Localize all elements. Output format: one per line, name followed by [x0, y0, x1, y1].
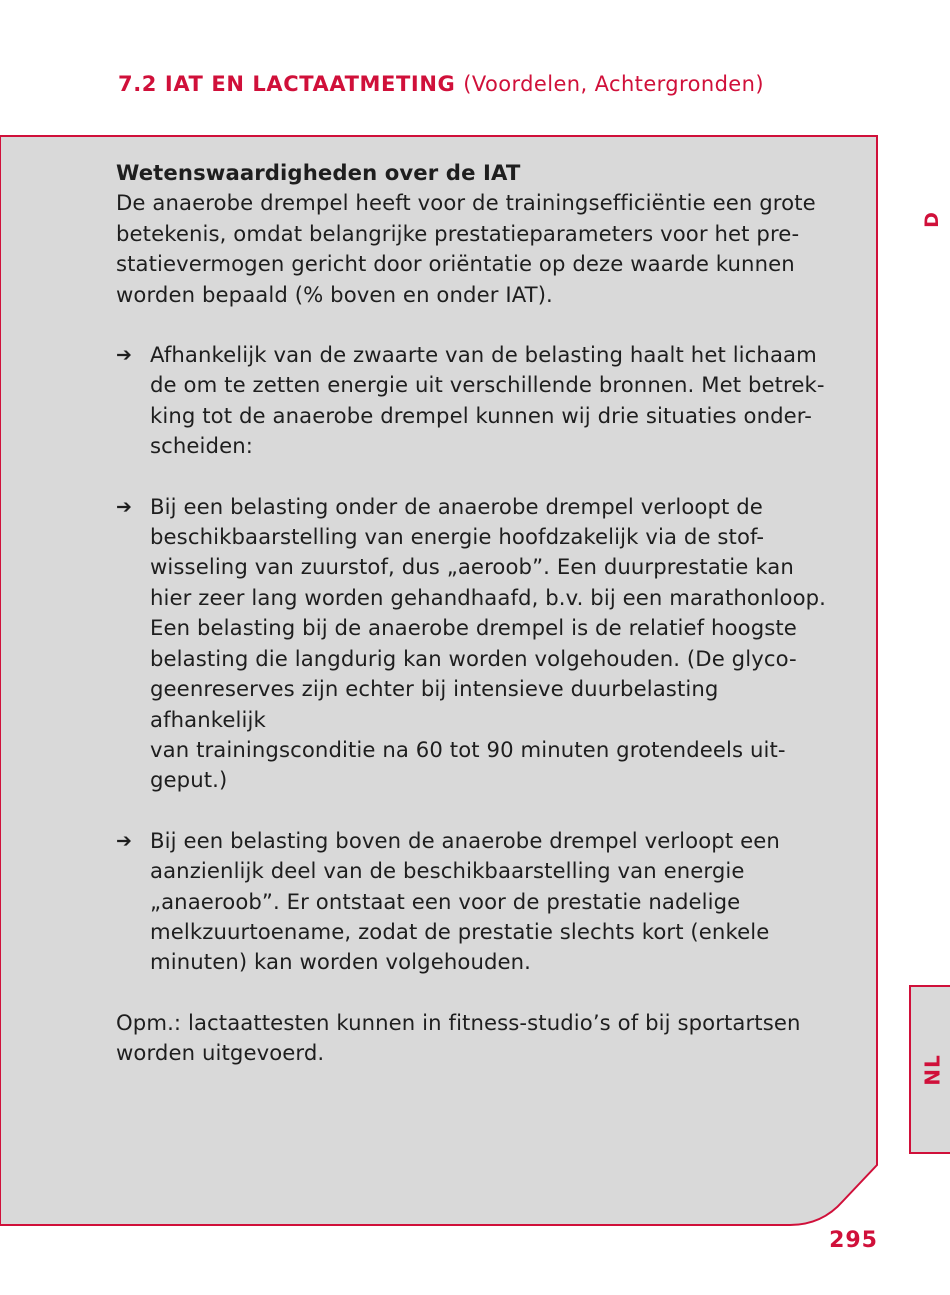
arrow-right-icon: ➔ [116, 344, 133, 367]
bullet-line: Afhankelijk van de zwaarte van de belasting haalt het lichaam [150, 342, 817, 368]
bullet-line: aanzienlijk deel van de beschikbaarstelling van energie [150, 858, 745, 884]
bullet-line: hier zeer lang worden gehandhaafd, b.v. bij een marathonloop. [150, 584, 827, 610]
bullet-line: „anaeroob”. Er ontstaat een voor de prestatie nadelige [150, 888, 741, 914]
bullet-line: belasting die langdurig kan worden volgehouden. (De glyco- [150, 645, 797, 671]
bullet-item-3 [116, 826, 836, 978]
bullet-line: scheiden: [150, 433, 253, 459]
intro-line: worden bepaald (% boven en onder IAT). [116, 281, 553, 307]
section-title-main: 7.2 IAT EN LACTAATMETING [118, 72, 456, 96]
note-line: worden uitgevoerd. [116, 1040, 325, 1066]
language-tab-d[interactable] [917, 203, 947, 237]
note-paragraph [116, 1008, 836, 1069]
language-tab-nl-label: NL [920, 1053, 945, 1086]
bullet-line: geenreserves zijn echter bij intensieve duurbelasting afhankelijk [150, 676, 719, 732]
bullet-line: van trainingsconditie na 60 tot 90 minuten grotendeels uit- [150, 736, 786, 762]
intro-line: betekenis, omdat belangrijke prestatieparameters voor het pre- [116, 220, 800, 246]
intro-paragraph [116, 188, 836, 310]
language-tab-d-label: D [921, 212, 943, 228]
bullet-line: minuten) kan worden volgehouden. [150, 949, 532, 975]
bullet-line: de om te zetten energie uit verschillende bronnen. Met betrek- [150, 372, 825, 398]
bullet-line: Bij een belasting boven de anaerobe drempel verloopt een [150, 827, 780, 853]
bullet-line: wisseling van zuurstof, dus „aeroob”. Een duurprestatie kan [150, 554, 794, 580]
bullet-line: beschikbaarstelling van energie hoofdzakelijk via de stof- [150, 524, 765, 550]
section-title-sub: (Voordelen, Achtergronden) [463, 72, 764, 96]
content-heading: Wetenswaardigheden over de IAT [116, 160, 521, 185]
bullet-line: Een belasting bij de anaerobe drempel is de relatief hoogste [150, 615, 797, 641]
intro-line: statievermogen gericht door oriëntatie op deze waarde kunnen [116, 251, 795, 277]
note-line: Opm.: lactaattesten kunnen in fitness-studio’s of bij sportartsen [116, 1009, 801, 1035]
arrow-right-icon: ➔ [116, 829, 133, 852]
bullet-item-2 [116, 492, 836, 796]
bullet-line: melkzuurtoename, zodat de prestatie slechts kort (enkele [150, 918, 770, 944]
bullet-line: king tot de anaerobe drempel kunnen wij drie situaties onder- [150, 402, 813, 428]
arrow-right-icon: ➔ [116, 495, 133, 518]
language-tab-nl[interactable] [909, 985, 950, 1154]
bullet-line: geput.) [150, 767, 228, 793]
bullet-item-1 [116, 340, 836, 462]
content-text [116, 158, 836, 1069]
intro-line: De anaerobe drempel heeft voor de trainingsefficiëntie een grote [116, 190, 816, 216]
bullet-line: Bij een belasting onder de anaerobe drempel verloopt de [150, 493, 763, 519]
page-number: 295 [829, 1228, 878, 1253]
